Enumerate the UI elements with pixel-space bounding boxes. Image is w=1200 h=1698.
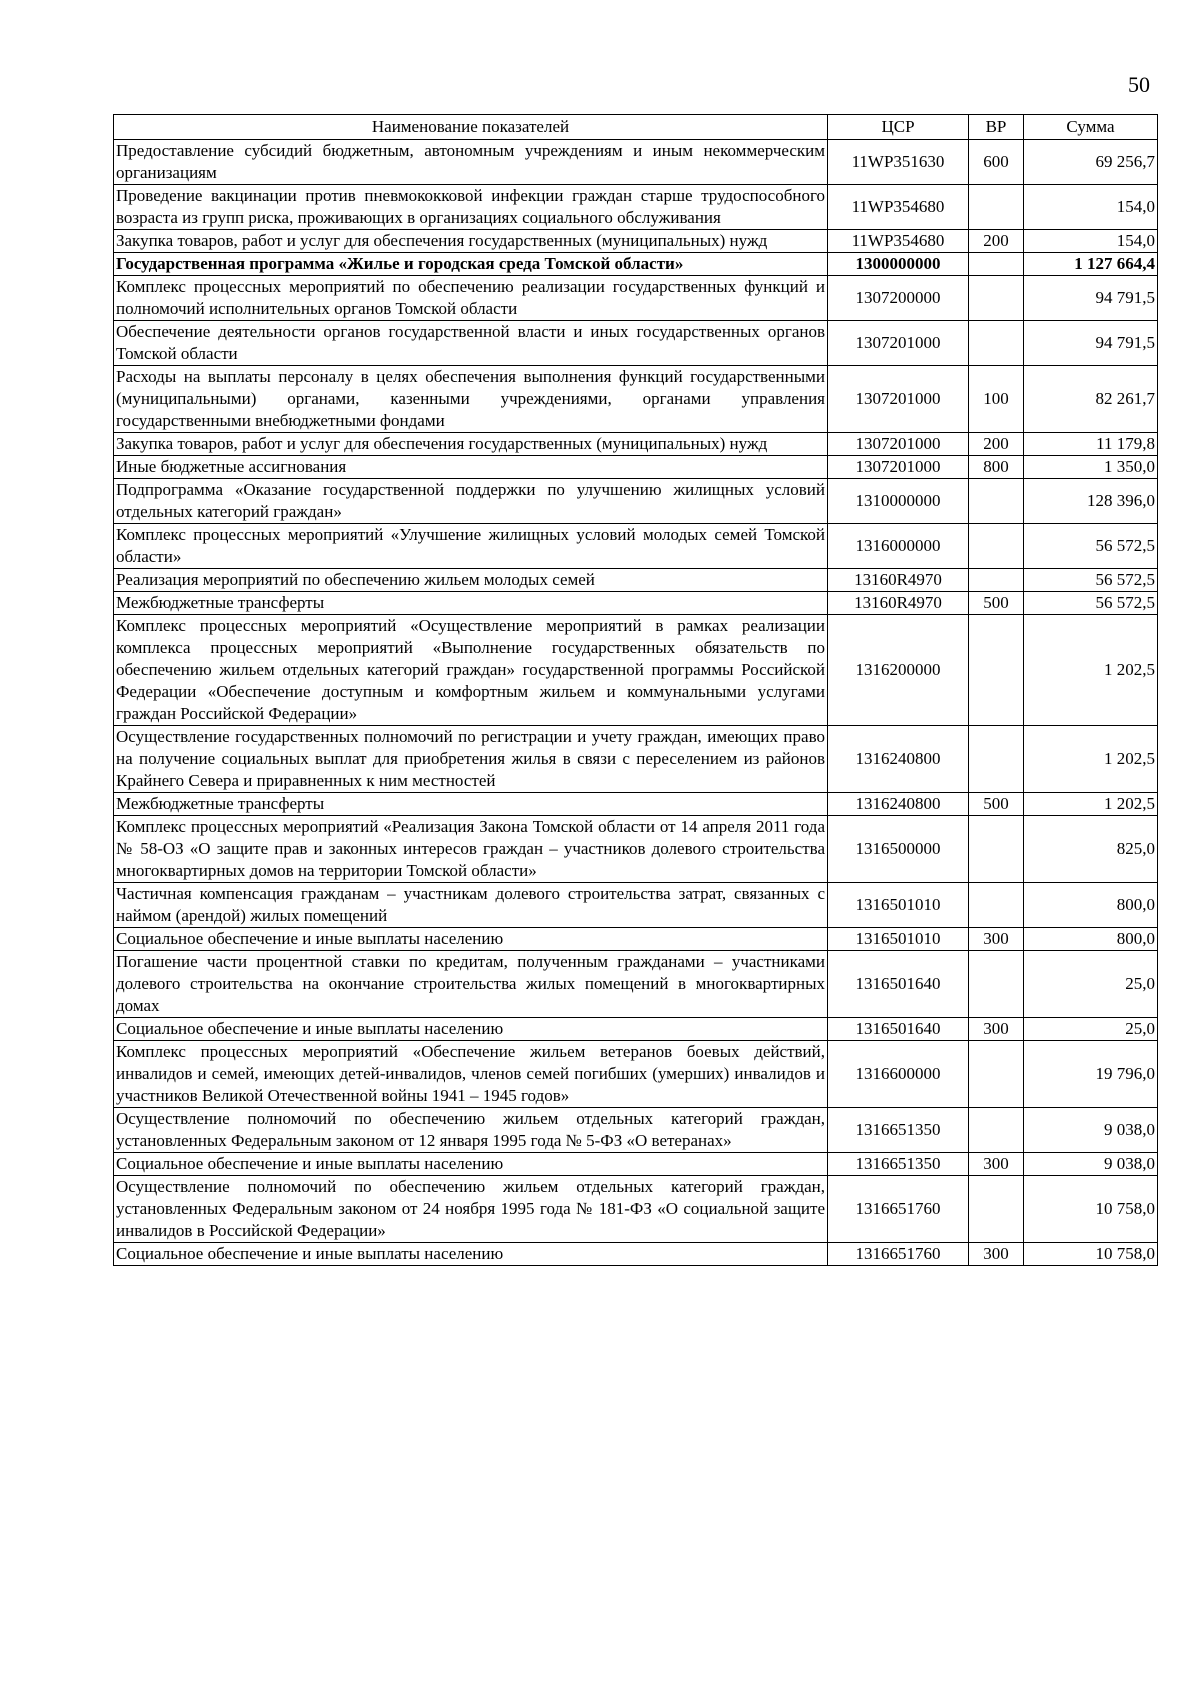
row-name-cell: Комплекс процессных мероприятий «Реализация Закона Томской области от 14 апреля 2011 года № 58-ОЗ «О защите прав и законных интересов граждан – участников долевого строительства многоквартирных домов на территории Томской области» (114, 816, 828, 883)
row-vr-cell (969, 253, 1024, 276)
row-csr-cell: 1310000000 (828, 479, 969, 524)
row-vr-cell: 300 (969, 1153, 1024, 1176)
row-vr-cell (969, 479, 1024, 524)
row-name-cell: Социальное обеспечение и иные выплаты населению (114, 1243, 828, 1266)
row-vr-cell (969, 726, 1024, 793)
row-name-cell: Социальное обеспечение и иные выплаты населению (114, 1153, 828, 1176)
row-csr-cell: 1316501640 (828, 951, 969, 1018)
row-sum-cell: 800,0 (1024, 883, 1158, 928)
row-name-cell: Закупка товаров, работ и услуг для обеспечения государственных (муниципальных) нужд (114, 433, 828, 456)
row-csr-cell: 1316651760 (828, 1176, 969, 1243)
table-row (114, 1018, 1158, 1041)
header-sum: Сумма (1024, 115, 1158, 140)
row-csr-cell: 1316651350 (828, 1153, 969, 1176)
table-row (114, 185, 1158, 230)
row-name-cell: Подпрограмма «Оказание государственной поддержки по улучшению жилищных условий отдельных категорий граждан» (114, 479, 828, 524)
row-vr-cell: 800 (969, 456, 1024, 479)
table-row (114, 433, 1158, 456)
row-csr-cell: 1316000000 (828, 524, 969, 569)
row-sum-cell: 94 791,5 (1024, 276, 1158, 321)
row-sum-cell: 128 396,0 (1024, 479, 1158, 524)
header-csr: ЦСР (828, 115, 969, 140)
row-name-cell: Частичная компенсация гражданам – участникам долевого строительства затрат, связанных с наймом (арендой) жилых помещений (114, 883, 828, 928)
row-vr-cell: 200 (969, 433, 1024, 456)
row-vr-cell: 500 (969, 592, 1024, 615)
row-vr-cell (969, 185, 1024, 230)
table-row (114, 366, 1158, 433)
row-vr-cell (969, 951, 1024, 1018)
table-row (114, 524, 1158, 569)
row-csr-cell: 1316240800 (828, 726, 969, 793)
row-name-cell: Осуществление полномочий по обеспечению жильем отдельных категорий граждан, установленных Федеральным законом от 12 января 1995 года № 5-ФЗ «О ветеранах» (114, 1108, 828, 1153)
row-vr-cell: 500 (969, 793, 1024, 816)
table-row (114, 726, 1158, 793)
row-name-cell: Комплекс процессных мероприятий по обеспечению реализации государственных функций и полномочий исполнительных органов Томской области (114, 276, 828, 321)
table-row (114, 615, 1158, 726)
row-csr-cell: 1316200000 (828, 615, 969, 726)
row-csr-cell: 1307201000 (828, 321, 969, 366)
table-row (114, 1243, 1158, 1266)
row-name-cell: Закупка товаров, работ и услуг для обеспечения государственных (муниципальных) нужд (114, 230, 828, 253)
row-name-cell: Обеспечение деятельности органов государственной власти и иных государственных органов Томской области (114, 321, 828, 366)
row-csr-cell: 1316651350 (828, 1108, 969, 1153)
table-row (114, 569, 1158, 592)
table-row (114, 230, 1158, 253)
row-vr-cell: 200 (969, 230, 1024, 253)
row-vr-cell: 300 (969, 1243, 1024, 1266)
row-sum-cell: 1 350,0 (1024, 456, 1158, 479)
row-sum-cell: 94 791,5 (1024, 321, 1158, 366)
row-sum-cell: 1 202,5 (1024, 793, 1158, 816)
row-vr-cell (969, 1108, 1024, 1153)
row-name-cell: Социальное обеспечение и иные выплаты населению (114, 1018, 828, 1041)
table-row (114, 1153, 1158, 1176)
table-row (114, 793, 1158, 816)
table-row (114, 276, 1158, 321)
row-csr-cell: 1300000000 (828, 253, 969, 276)
row-csr-cell: 1316501010 (828, 883, 969, 928)
row-vr-cell: 100 (969, 366, 1024, 433)
row-sum-cell: 154,0 (1024, 230, 1158, 253)
row-sum-cell: 800,0 (1024, 928, 1158, 951)
row-csr-cell: 11WP354680 (828, 230, 969, 253)
row-name-cell: Расходы на выплаты персоналу в целях обеспечения выполнения функций государственными (муниципальными) органами, казенными учреждениями, органами управления государственными внебюджетными фондами (114, 366, 828, 433)
row-vr-cell (969, 883, 1024, 928)
row-csr-cell: 11WP351630 (828, 140, 969, 185)
row-vr-cell (969, 276, 1024, 321)
row-sum-cell: 154,0 (1024, 185, 1158, 230)
row-sum-cell: 10 758,0 (1024, 1176, 1158, 1243)
table-row (114, 928, 1158, 951)
table-row (114, 253, 1158, 276)
row-vr-cell (969, 321, 1024, 366)
page-number: 50 (1128, 72, 1150, 97)
header-vr: ВР (969, 115, 1024, 140)
row-sum-cell: 25,0 (1024, 1018, 1158, 1041)
table-row (114, 883, 1158, 928)
row-vr-cell: 300 (969, 1018, 1024, 1041)
row-sum-cell: 19 796,0 (1024, 1041, 1158, 1108)
row-vr-cell (969, 569, 1024, 592)
row-vr-cell (969, 524, 1024, 569)
table-row (114, 140, 1158, 185)
row-name-cell: Межбюджетные трансферты (114, 793, 828, 816)
row-name-cell: Иные бюджетные ассигнования (114, 456, 828, 479)
row-vr-cell (969, 1176, 1024, 1243)
budget-table (113, 114, 1158, 1266)
table-row (114, 1041, 1158, 1108)
row-name-cell: Осуществление полномочий по обеспечению жильем отдельных категорий граждан, установленных Федеральным законом от 24 ноября 1995 года № 181-ФЗ «О социальной защите инвалидов в Российской Федерации» (114, 1176, 828, 1243)
row-sum-cell: 9 038,0 (1024, 1108, 1158, 1153)
table-row (114, 1176, 1158, 1243)
row-name-cell: Погашение части процентной ставки по кредитам, полученным гражданами – участниками долевого строительства на окончание строительства жилых помещений в многоквартирных домах (114, 951, 828, 1018)
row-sum-cell: 1 127 664,4 (1024, 253, 1158, 276)
table-row (114, 456, 1158, 479)
table-row (114, 1108, 1158, 1153)
row-sum-cell: 1 202,5 (1024, 615, 1158, 726)
row-vr-cell: 300 (969, 928, 1024, 951)
row-sum-cell: 825,0 (1024, 816, 1158, 883)
header-name: Наименование показателей (114, 115, 828, 140)
row-csr-cell: 1307201000 (828, 366, 969, 433)
row-name-cell: Реализация мероприятий по обеспечению жильем молодых семей (114, 569, 828, 592)
row-name-cell: Комплекс процессных мероприятий «Обеспечение жильем ветеранов боевых действий, инвалидов и семей, имеющих детей-инвалидов, членов семей погибших (умерших) инвалидов и участников Великой Отечественной войны 1941 – 1945 годов» (114, 1041, 828, 1108)
row-csr-cell: 11WP354680 (828, 185, 969, 230)
table-row (114, 321, 1158, 366)
table-row (114, 816, 1158, 883)
table-row (114, 951, 1158, 1018)
row-sum-cell: 82 261,7 (1024, 366, 1158, 433)
row-csr-cell: 1316501010 (828, 928, 969, 951)
row-csr-cell: 1316651760 (828, 1243, 969, 1266)
row-name-cell: Комплекс процессных мероприятий «Улучшение жилищных условий молодых семей Томской области» (114, 524, 828, 569)
row-sum-cell: 56 572,5 (1024, 592, 1158, 615)
table-row (114, 592, 1158, 615)
row-name-cell: Государственная программа «Жилье и городская среда Томской области» (114, 253, 828, 276)
row-sum-cell: 56 572,5 (1024, 524, 1158, 569)
row-name-cell: Предоставление субсидий бюджетным, автономным учреждениям и иным некоммерческим организациям (114, 140, 828, 185)
row-sum-cell: 9 038,0 (1024, 1153, 1158, 1176)
row-sum-cell: 11 179,8 (1024, 433, 1158, 456)
row-sum-cell: 69 256,7 (1024, 140, 1158, 185)
row-vr-cell (969, 615, 1024, 726)
row-csr-cell: 1307200000 (828, 276, 969, 321)
row-csr-cell: 1316500000 (828, 816, 969, 883)
row-csr-cell: 1307201000 (828, 456, 969, 479)
row-sum-cell: 56 572,5 (1024, 569, 1158, 592)
table-row (114, 479, 1158, 524)
row-sum-cell: 1 202,5 (1024, 726, 1158, 793)
row-vr-cell (969, 816, 1024, 883)
row-csr-cell: 1316600000 (828, 1041, 969, 1108)
table-body (114, 140, 1158, 1266)
table-header-row (114, 115, 1158, 140)
row-sum-cell: 25,0 (1024, 951, 1158, 1018)
row-csr-cell: 13160R4970 (828, 592, 969, 615)
row-name-cell: Комплекс процессных мероприятий «Осуществление мероприятий в рамках реализации комплекса процессных мероприятий «Выполнение государственных обязательств по обеспечению жильем отдельных категорий граждан» государственной программы Российской Федерации «Обеспечение доступным и комфортным жильем и коммунальными услугами граждан Российской Федерации» (114, 615, 828, 726)
row-name-cell: Проведение вакцинации против пневмококковой инфекции граждан старше трудоспособного возраста из групп риска, проживающих в организациях социального обслуживания (114, 185, 828, 230)
row-vr-cell: 600 (969, 140, 1024, 185)
row-sum-cell: 10 758,0 (1024, 1243, 1158, 1266)
row-csr-cell: 1316501640 (828, 1018, 969, 1041)
row-csr-cell: 13160R4970 (828, 569, 969, 592)
row-name-cell: Осуществление государственных полномочий по регистрации и учету граждан, имеющих право на получение социальных выплат для приобретения жилья в связи с переселением из районов Крайнего Севера и приравненных к ним местностей (114, 726, 828, 793)
row-csr-cell: 1316240800 (828, 793, 969, 816)
row-name-cell: Социальное обеспечение и иные выплаты населению (114, 928, 828, 951)
row-name-cell: Межбюджетные трансферты (114, 592, 828, 615)
row-csr-cell: 1307201000 (828, 433, 969, 456)
row-vr-cell (969, 1041, 1024, 1108)
